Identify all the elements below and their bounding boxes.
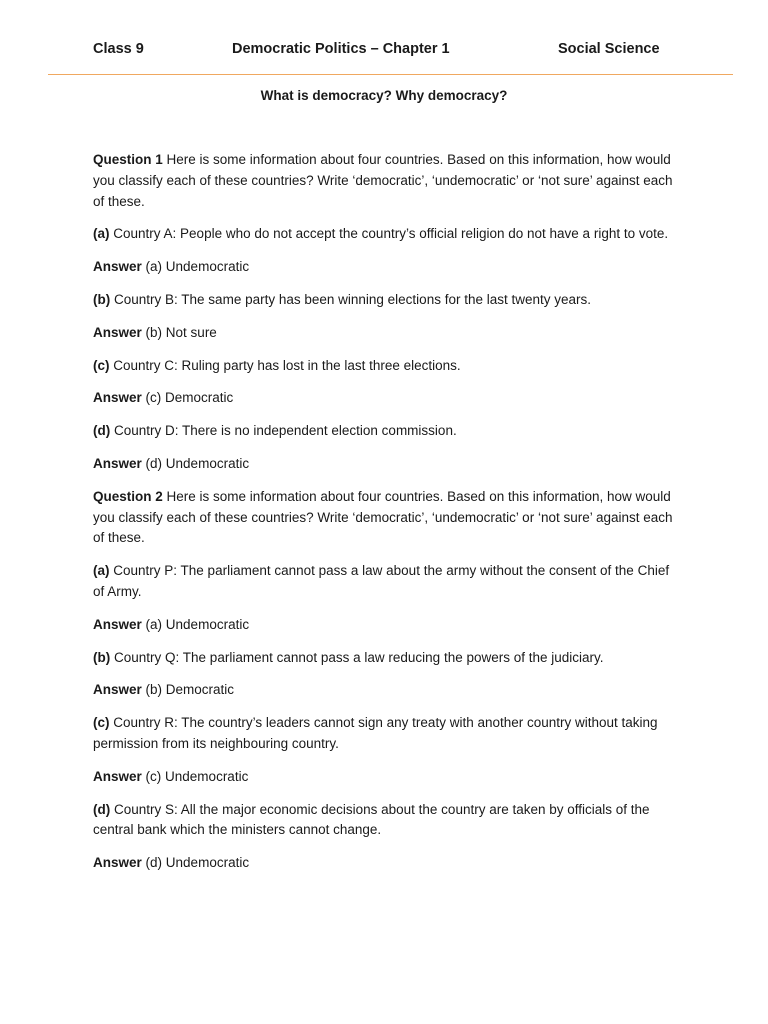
block-text: Country D: There is no independent election commission. (114, 423, 457, 439)
answer-paragraph (93, 323, 683, 344)
option-paragraph (93, 290, 683, 311)
answer-paragraph (93, 767, 683, 788)
block-text: (d) Undemocratic (145, 455, 250, 471)
option-paragraph (93, 713, 683, 755)
question-paragraph (93, 150, 683, 212)
block-label: Answer (93, 324, 142, 340)
block-label: Answer (93, 855, 142, 871)
answer-paragraph (93, 853, 683, 874)
block-text: (b) Democratic (145, 682, 235, 698)
block-text: Country P: The parliament cannot pass a law about the army without the consent of the Chief of Army. (93, 563, 670, 599)
block-text: Here is some information about four countries. Based on this information, how would you classify each of these countries? Write ‘democratic’, ‘undemocratic’ or ‘not sure’ against each of these. (93, 152, 673, 209)
block-label: Answer (93, 616, 142, 632)
header-divider (48, 74, 733, 75)
block-text: (b) Not sure (145, 324, 217, 340)
block-label: (a) (93, 563, 110, 579)
block-label: (c) (93, 715, 110, 731)
option-paragraph (93, 421, 683, 442)
block-text: (c) Undemocratic (145, 768, 249, 784)
block-label: (b) (93, 649, 111, 665)
option-paragraph (93, 561, 683, 603)
block-text: Country Q: The parliament cannot pass a law reducing the powers of the judiciary. (114, 649, 604, 665)
block-label: (b) (93, 291, 111, 307)
answer-paragraph (93, 257, 683, 278)
block-label: Answer (93, 455, 142, 471)
block-text: (a) Undemocratic (145, 259, 250, 275)
block-text: Country S: All the major economic decisions about the country are taken by officials of the central bank which the ministers cannot change. (93, 801, 650, 838)
block-text: (a) Undemocratic (145, 616, 250, 632)
block-label: (d) (93, 423, 111, 439)
answer-paragraph (93, 454, 683, 475)
document-body (93, 150, 683, 886)
option-paragraph (93, 224, 683, 245)
block-text: Country B: The same party has been winning elections for the last twenty years. (114, 291, 592, 307)
block-text: (c) Democratic (145, 390, 234, 406)
question-paragraph (93, 487, 683, 549)
answer-paragraph (93, 388, 683, 409)
block-text: Country C: Ruling party has lost in the last three elections. (113, 357, 461, 373)
block-label: Answer (93, 768, 142, 784)
answer-paragraph (93, 680, 683, 701)
page-header (0, 41, 768, 63)
block-label: (c) (93, 357, 110, 373)
option-paragraph (93, 800, 683, 842)
block-label: (a) (93, 226, 110, 242)
block-label: Answer (93, 682, 142, 698)
block-text: Country R: The country’s leaders cannot sign any treaty with another country without taking permission from its neighbouring country. (93, 715, 658, 751)
header-class: Class 9 (93, 41, 144, 57)
answer-paragraph (93, 615, 683, 636)
block-label: (d) (93, 801, 111, 817)
block-text: (d) Undemocratic (145, 855, 250, 871)
block-label: Answer (93, 390, 142, 406)
block-label: Question 1 (93, 152, 163, 167)
header-subject: Social Science (558, 41, 660, 57)
page-subtitle: What is democracy? Why democracy? (260, 88, 508, 103)
block-label: Answer (93, 259, 142, 275)
block-text: Country A: People who do not accept the country’s official religion do not have a right to vote. (113, 226, 669, 242)
header-chapter: Democratic Politics – Chapter 1 (232, 41, 450, 57)
block-text: Here is some information about four countries. Based on this information, how would you classify each of these countries? Write ‘democratic’, ‘undemocratic’ or ‘not sure’ against each of these. (93, 488, 673, 546)
option-paragraph (93, 356, 683, 377)
block-label: Question 2 (93, 488, 163, 504)
option-paragraph (93, 648, 683, 669)
